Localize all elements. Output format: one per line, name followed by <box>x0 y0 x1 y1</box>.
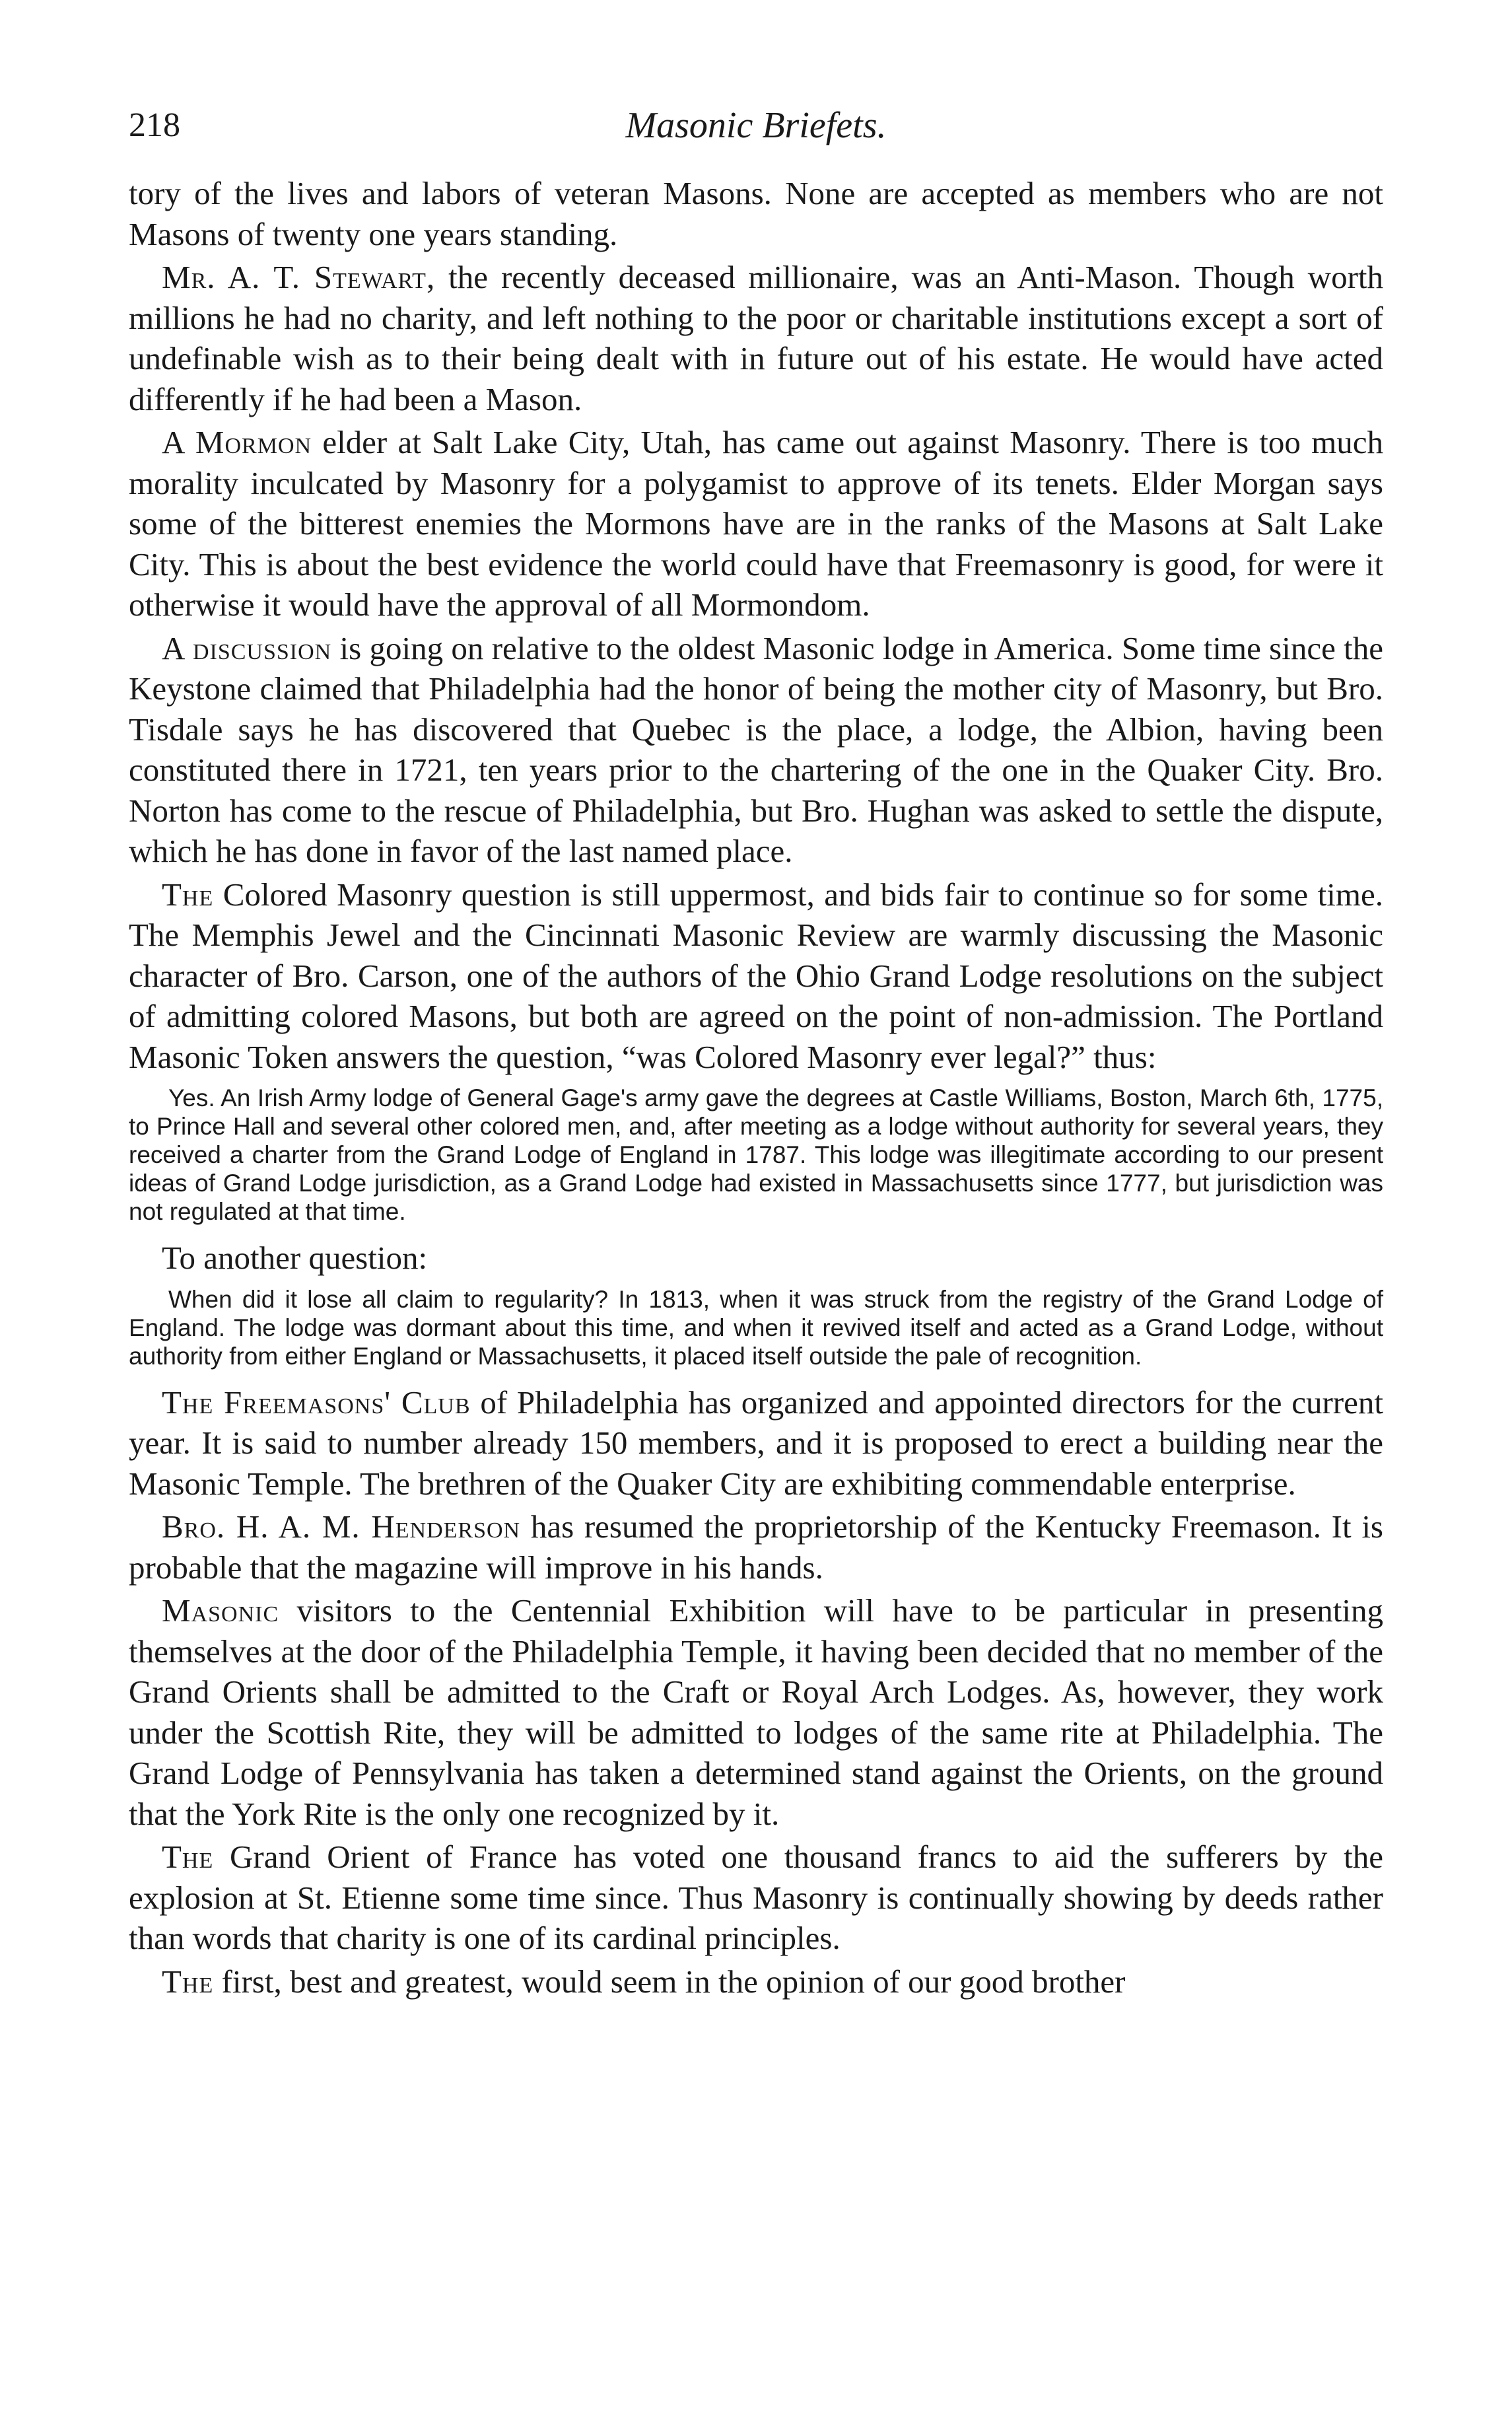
paragraph-discussion <box>129 628 1383 872</box>
paragraph-lead: The <box>162 1963 214 2000</box>
paragraph-text: has resumed the proprietorship of the Kentucky Freemason. It is probable that the magazine will improve in his hands. <box>129 1508 1383 1586</box>
paragraph-text: tory of the lives and labors of veteran Masons. None are accepted as members who are not Masons of twenty one years standing. <box>129 175 1383 252</box>
paragraph-text: visitors to the Centennial Exhibition will have to be particular in presenting themselves at the door of the Philadelphia Temple, it having been decided that no member of the Grand Orients shall be admitted to the Craft or Royal Arch Lodges. As, however, they work under the Scottish Rite, they will be admitted to lodges of the same rite at Philadelphia. The Grand Lodge of Pennsylvania has taken a determined stand against the Orients, on the ground that the York Rite is the only one recognized by it. <box>129 1592 1383 1832</box>
paragraph-another-question: To another question: <box>162 1240 428 1276</box>
page-header <box>129 99 1383 152</box>
page-number: 218 <box>129 106 180 144</box>
paragraph-text: Grand Orient of France has voted one thousand francs to aid the sufferers by the explosion at St. Etienne some time since. Thus Masonry is continually showing by deeds rather than words that charity is one of its cardinal principles. <box>129 1839 1383 1956</box>
paragraph-lead: A Mormon <box>162 424 312 460</box>
paragraph-first-best <box>129 1961 1383 2002</box>
paragraph-henderson <box>129 1506 1383 1588</box>
paragraph-lead: Mr. A. T. Stewart, <box>162 259 436 295</box>
paragraph-stewart <box>129 257 1383 419</box>
paragraph-text: the recently deceased millionaire, was an Anti-Mason. Though worth millions he had no charity, and left nothing to the poor or charitable institutions except a sort of undefinable wish as to their being dealt with in future out of his estate. He would have acted differently if he had been a Mason. <box>129 259 1383 417</box>
paragraph-lead: A discussion <box>162 629 332 666</box>
page-body <box>129 173 1383 2004</box>
paragraph-text: is going on relative to the oldest Masonic lodge in America. Some time since the Keystone claimed that Philadelphia had the honor of being the mother city of Masonry, but Bro. Tisdale says he has discovered that Quebec is the place, a lodge, the Albion, having been constituted there in 1721, ten years prior to the chartering of the one in the Quaker City. Bro. Norton has come to the rescue of Philadelphia, but Bro. Hughan was asked to settle the dispute, which he has done in favor of the last named place. <box>129 629 1384 869</box>
block-quote-first: Yes. An Irish Army lodge of General Gage's army gave the degrees at Castle Williams, Boston, March 6th, 1775, to Prince Hall and several other colored men, and, after meeting as a lodge without authority for several years, they received a charter from the Grand Lodge of England in 1787. This lodge was illegitimate according to our present ideas of Grand Lodge jurisdiction, as a Grand Lodge had existed in Massachusetts since 1777, but jurisdiction was not regulated at that time. <box>129 1084 1383 1225</box>
paragraph-centennial <box>129 1590 1383 1834</box>
block-quote-second: When did it lose all claim to regularity? In 1813, when it was struck from the registry of the Grand Lodge of England. The lodge was dormant about this time, and when it revived itself and acted as a Grand Lodge, without authority from either England or Massachusetts, it placed itself outside the pale of recognition. <box>129 1285 1383 1370</box>
paragraph-text: first, best and greatest, would seem in the opinion of our good brother <box>213 1963 1126 2000</box>
paragraph-text: elder at Salt Lake City, Utah, has came out against Masonry. There is too much morality inculcated by Masonry for a polygamist to approve of its tenets. Elder Morgan says some of the bitterest enemies the Mormons have are in the ranks of the Masons at Salt Lake City. This is about the best evidence the world could have that Freemasonry is good, for were it otherwise it would have the approval of all Mormondom. <box>129 424 1383 623</box>
paragraph-continuation <box>129 173 1383 254</box>
paragraph-freemasons-club <box>129 1382 1383 1504</box>
paragraph-lead: The Freemasons' Club <box>162 1384 471 1421</box>
paragraph-mormon <box>129 422 1383 625</box>
paragraph-text: of Philadelphia has organized and appointed directors for the current year. It is said to number already 150 members, and it is proposed to erect a building near the Masonic Temple. The brethren of the Quaker City are exhibiting commendable enterprise. <box>129 1384 1383 1502</box>
paragraph-text: Colored Masonry question is still uppermost, and bids fair to continue so for some time. The Memphis Jewel and the Cincinnati Masonic Review are warmly discussing the Masonic character of Bro. Carson, one of the authors of the Ohio Grand Lodge resolutions on the subject of admitting colored Masons, but both are agreed on the point of non-admission. The Portland Masonic Token answers the question, “was Colored Masonry ever legal?” thus: <box>129 876 1383 1075</box>
paragraph-lead: Masonic <box>162 1592 279 1629</box>
paragraph-lead: Bro. H. A. M. Henderson <box>162 1508 521 1545</box>
paragraph-lead: The <box>162 1839 214 1875</box>
paragraph-colored-masonry <box>129 874 1383 1078</box>
running-head: Masonic Briefets. <box>625 105 887 146</box>
paragraph-lead: The <box>162 876 214 913</box>
paragraph-grand-orient <box>129 1837 1383 1959</box>
